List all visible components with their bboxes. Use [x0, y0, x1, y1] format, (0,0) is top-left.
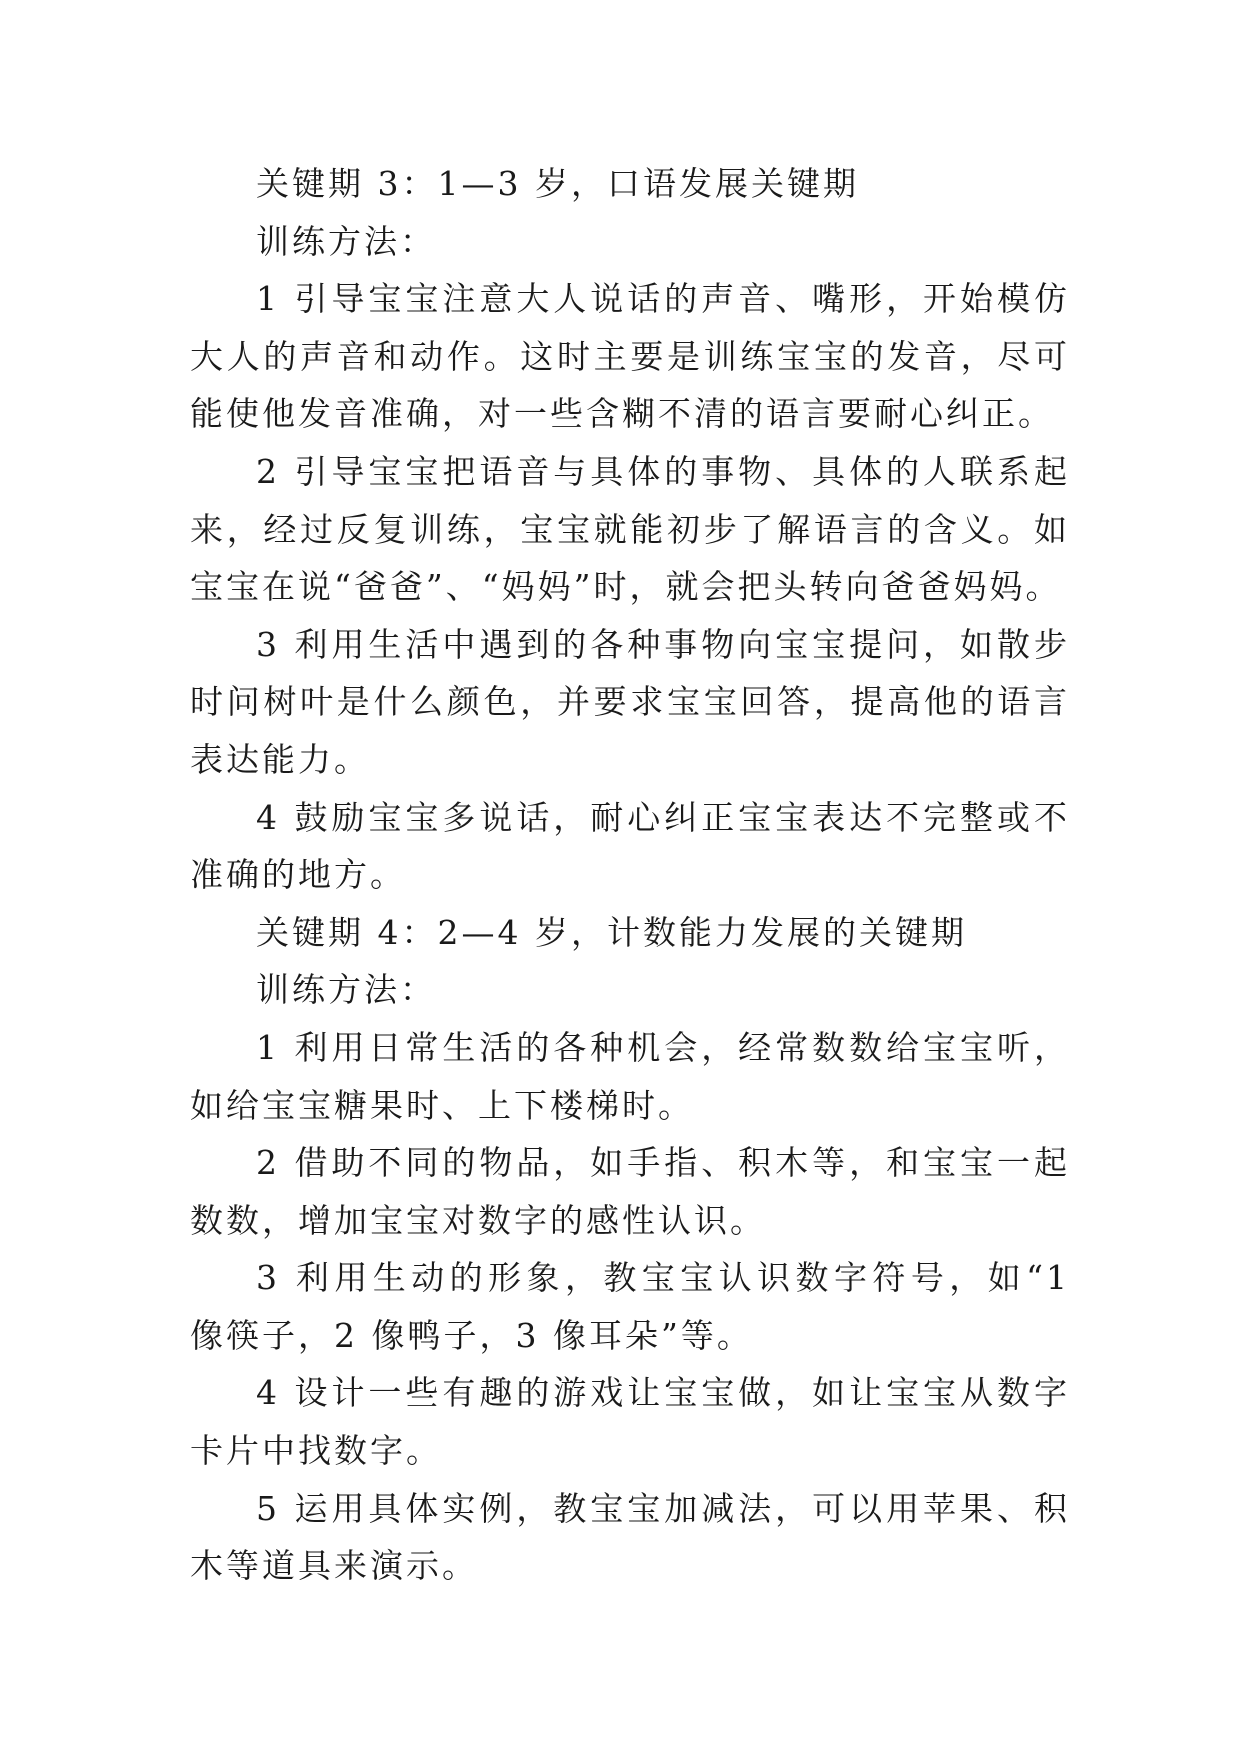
paragraph: 5 运用具体实例，教宝宝加减法，可以用苹果、积木等道具来演示。 [190, 1488, 1070, 1586]
paragraph: 4 鼓励宝宝多说话，耐心纠正宝宝表达不完整或不准确的地方。 [190, 797, 1070, 895]
paragraph: 2 借助不同的物品，如手指、积木等，和宝宝一起数数，增加宝宝对数字的感性认识。 [190, 1143, 1070, 1240]
paragraph: 3 利用生活中遇到的各种事物向宝宝提问，如散步时问树叶是什么颜色，并要求宝宝回答，提高他的语言表达能力。 [190, 624, 1070, 779]
training-method-label: 训练方法： [256, 970, 436, 1010]
paragraph: 4 设计一些有趣的游戏让宝宝做，如让宝宝从数字卡片中找数字。 [190, 1373, 1070, 1471]
section-heading-3: 关键期 3：1—3 岁，口语发展关键期 [256, 164, 859, 203]
paragraph: 2 引导宝宝把语音与具体的事物、具体的人联系起来，经过反复训练，宝宝就能初步了解语言的含义。如宝宝在说“爸爸”、“妈妈”时，就会把头转向爸爸妈妈。 [190, 451, 1070, 607]
paragraph: 1 利用日常生活的各种机会，经常数数给宝宝听，如给宝宝糖果时、上下楼梯时。 [190, 1027, 1070, 1125]
document-body [190, 155, 1070, 1595]
paragraph: 1 引导宝宝注意大人说话的声音、嘴形，开始模仿大人的声音和动作。这时主要是训练宝宝的发音，尽可能使他发音准确，对一些含糊不清的语言要耐心纠正。 [190, 279, 1070, 434]
paragraph: 3 利用生动的形象，教宝宝认识数字符号，如“1 像筷子，2 像鸭子，3 像耳朵”等。 [190, 1258, 1070, 1355]
section-heading-4: 关键期 4：2—4 岁，计数能力发展的关键期 [256, 912, 967, 952]
training-method-label: 训练方法： [256, 221, 436, 261]
